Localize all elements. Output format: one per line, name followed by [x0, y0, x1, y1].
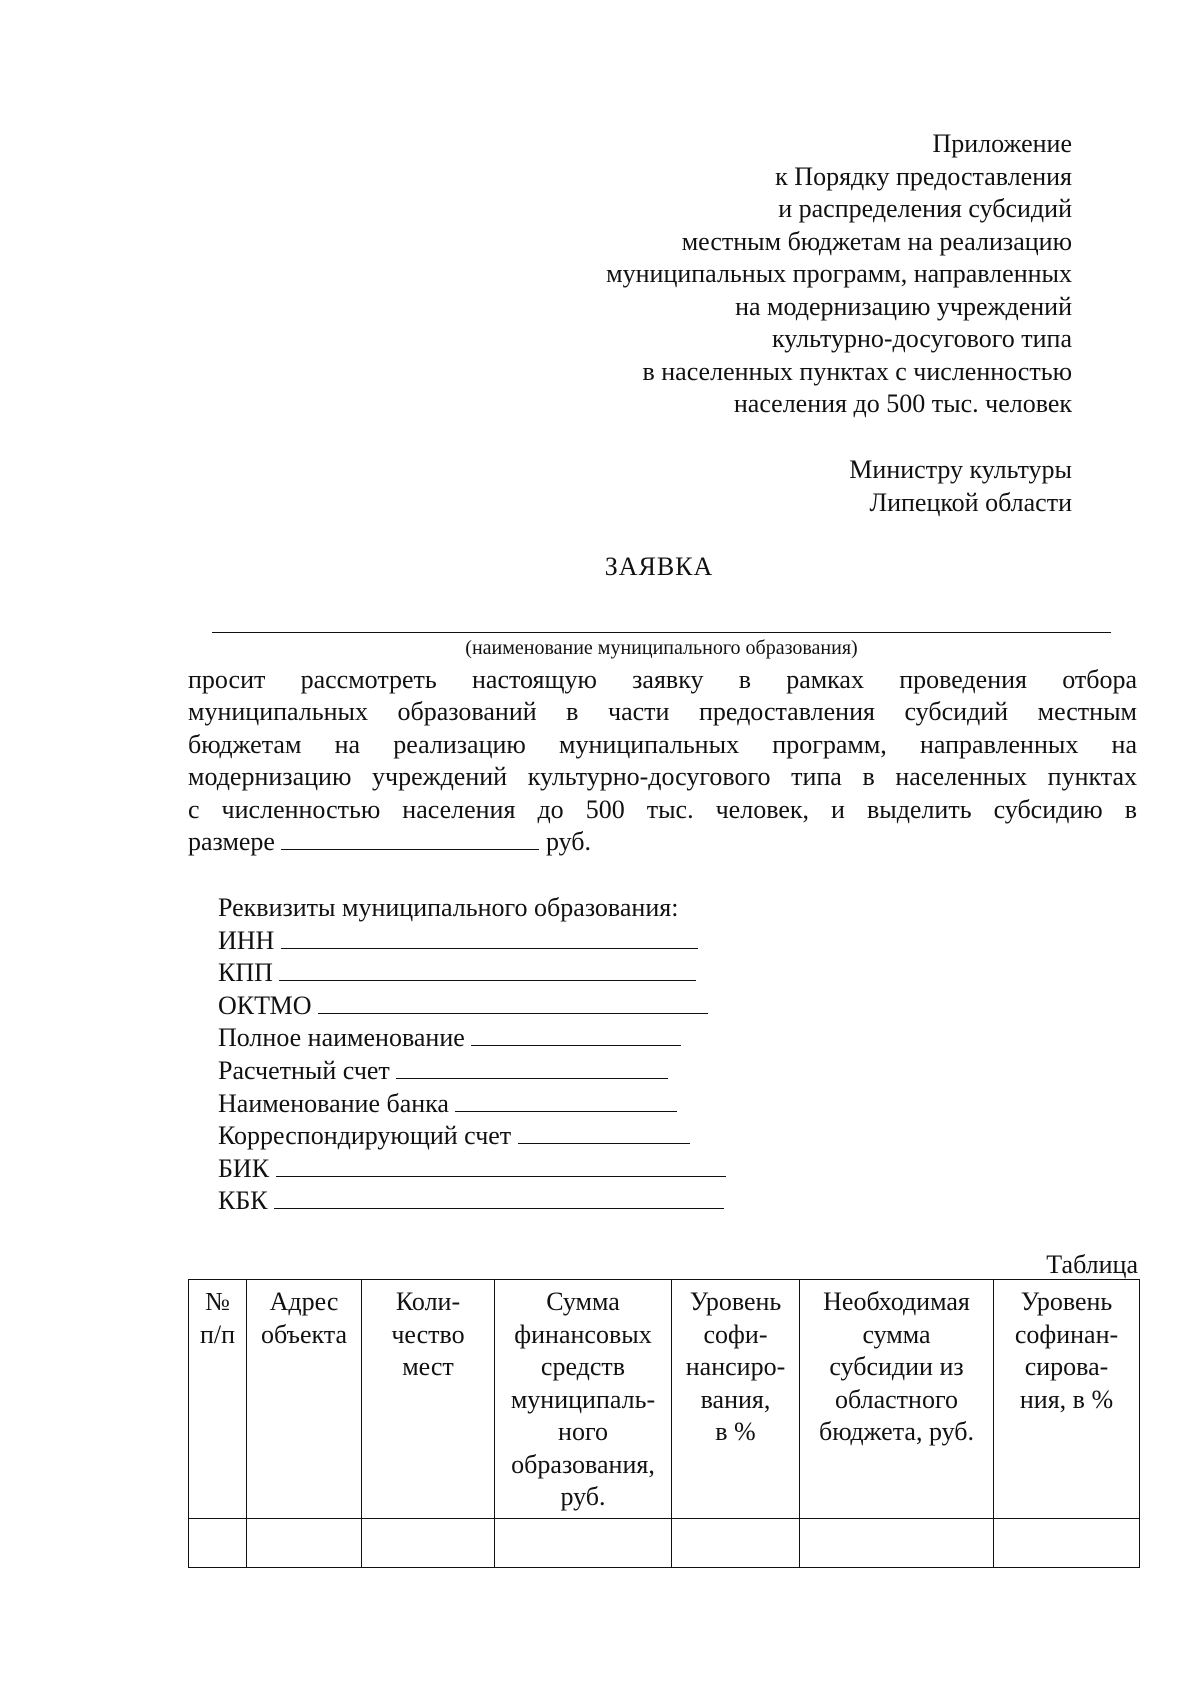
table-cell[interactable]	[495, 1518, 672, 1567]
request-paragraph	[188, 664, 1137, 858]
paragraph-line: с численностью населения до 500 тыс. человек, и выделить субсидию в	[188, 794, 1137, 824]
account-blank[interactable]	[396, 1056, 668, 1079]
amount-prefix: размере	[188, 827, 275, 857]
appendix-line: Приложение	[932, 129, 1072, 158]
appendix-line: культурно-досугового типа	[772, 324, 1072, 353]
table-cell[interactable]	[247, 1518, 362, 1567]
appendix-line: на модернизацию учреждений	[735, 291, 1072, 321]
appendix-line: в населенных пунктах с численностью	[642, 356, 1072, 386]
appendix-header	[606, 128, 1072, 421]
addressee-line: Липецкой области	[869, 487, 1072, 517]
requisite-label: Корреспондирующий счет	[218, 1121, 512, 1151]
table-header-row	[189, 1280, 1140, 1519]
header-seats: Коли- чество мест	[362, 1280, 495, 1519]
kpp-blank[interactable]	[279, 958, 696, 981]
subsidy-amount-blank[interactable]	[281, 827, 539, 850]
requisite-full-name	[218, 1022, 726, 1055]
requisites-block	[218, 892, 726, 1218]
header-address: Адрес объекта	[247, 1280, 362, 1519]
amount-suffix: руб.	[545, 827, 592, 857]
requisite-label: Расчетный счет	[218, 1055, 390, 1085]
table-caption: Таблица	[1046, 1250, 1138, 1279]
table-cell[interactable]	[189, 1518, 247, 1567]
requisite-label: ИНН	[218, 925, 275, 955]
table-cell[interactable]	[672, 1518, 800, 1567]
header-required-subsidy: Необходимая сумма субсидии из областного бюджета, руб.	[800, 1280, 994, 1519]
paragraph-line: просит рассмотреть настоящую заявку в рамках проведения отбора	[188, 665, 1137, 694]
requisite-label: БИК	[218, 1153, 270, 1183]
header-number: № п/п	[189, 1280, 247, 1519]
requisite-account	[218, 1055, 726, 1088]
header-cofinancing-level: Уровень софи- нансиро- вания, в %	[672, 1280, 800, 1519]
paragraph-line: бюджетам на реализацию муниципальных программ, направленных на	[188, 729, 1137, 759]
requisite-kpp	[218, 957, 726, 990]
municipality-name-blank[interactable]	[212, 632, 1111, 633]
table-cell[interactable]	[994, 1518, 1140, 1567]
requisite-label: КПП	[218, 958, 273, 988]
addressee-line: Министру культуры	[849, 455, 1072, 484]
requisite-corr-account	[218, 1120, 726, 1153]
requisite-oktmo	[218, 990, 726, 1023]
paragraph-line: модернизацию учреждений культурно-досугового типа в населенных пунктах	[188, 762, 1137, 792]
addressee-block	[849, 454, 1072, 519]
requisites-heading: Реквизиты муниципального образования:	[218, 893, 679, 922]
requisite-bik	[218, 1153, 726, 1186]
header-cofinancing-rate: Уровень софинан- сирова- ния, в %	[994, 1280, 1140, 1519]
requisite-label: ОКТМО	[218, 990, 312, 1020]
requisite-kbk	[218, 1185, 726, 1218]
inn-blank[interactable]	[281, 926, 698, 949]
full-name-blank[interactable]	[471, 1023, 681, 1046]
table-cell[interactable]	[800, 1518, 994, 1567]
table-row	[189, 1518, 1140, 1567]
requisite-inn	[218, 925, 726, 958]
kbk-blank[interactable]	[274, 1186, 724, 1209]
municipality-name-caption: (наименование муниципального образования)	[465, 637, 858, 659]
corr-account-blank[interactable]	[518, 1121, 690, 1144]
requisite-label: КБК	[218, 1186, 268, 1216]
appendix-line: муниципальных программ, направленных	[606, 259, 1072, 288]
bik-blank[interactable]	[276, 1154, 726, 1177]
appendix-line: местным бюджетам на реализацию	[681, 226, 1072, 256]
table-cell[interactable]	[362, 1518, 495, 1567]
subsidy-amount-line	[188, 826, 1137, 858]
appendix-line: к Порядку предоставления	[775, 161, 1072, 191]
header-municipal-funds: Сумма финансовых средств муниципаль- ного образования, руб.	[495, 1280, 672, 1519]
document-title: ЗАЯВКА	[604, 552, 714, 581]
requisite-bank-name	[218, 1088, 726, 1121]
subsidy-table	[188, 1279, 1140, 1568]
appendix-line: и распределения субсидий	[778, 194, 1072, 223]
appendix-line: населения до 500 тыс. человек	[733, 389, 1072, 418]
oktmo-blank[interactable]	[318, 991, 708, 1014]
paragraph-line: муниципальных образований в части предоставления субсидий местным	[188, 697, 1137, 727]
bank-name-blank[interactable]	[455, 1089, 677, 1112]
requisite-label: Наименование банка	[218, 1088, 449, 1118]
requisite-label: Полное наименование	[218, 1023, 465, 1053]
